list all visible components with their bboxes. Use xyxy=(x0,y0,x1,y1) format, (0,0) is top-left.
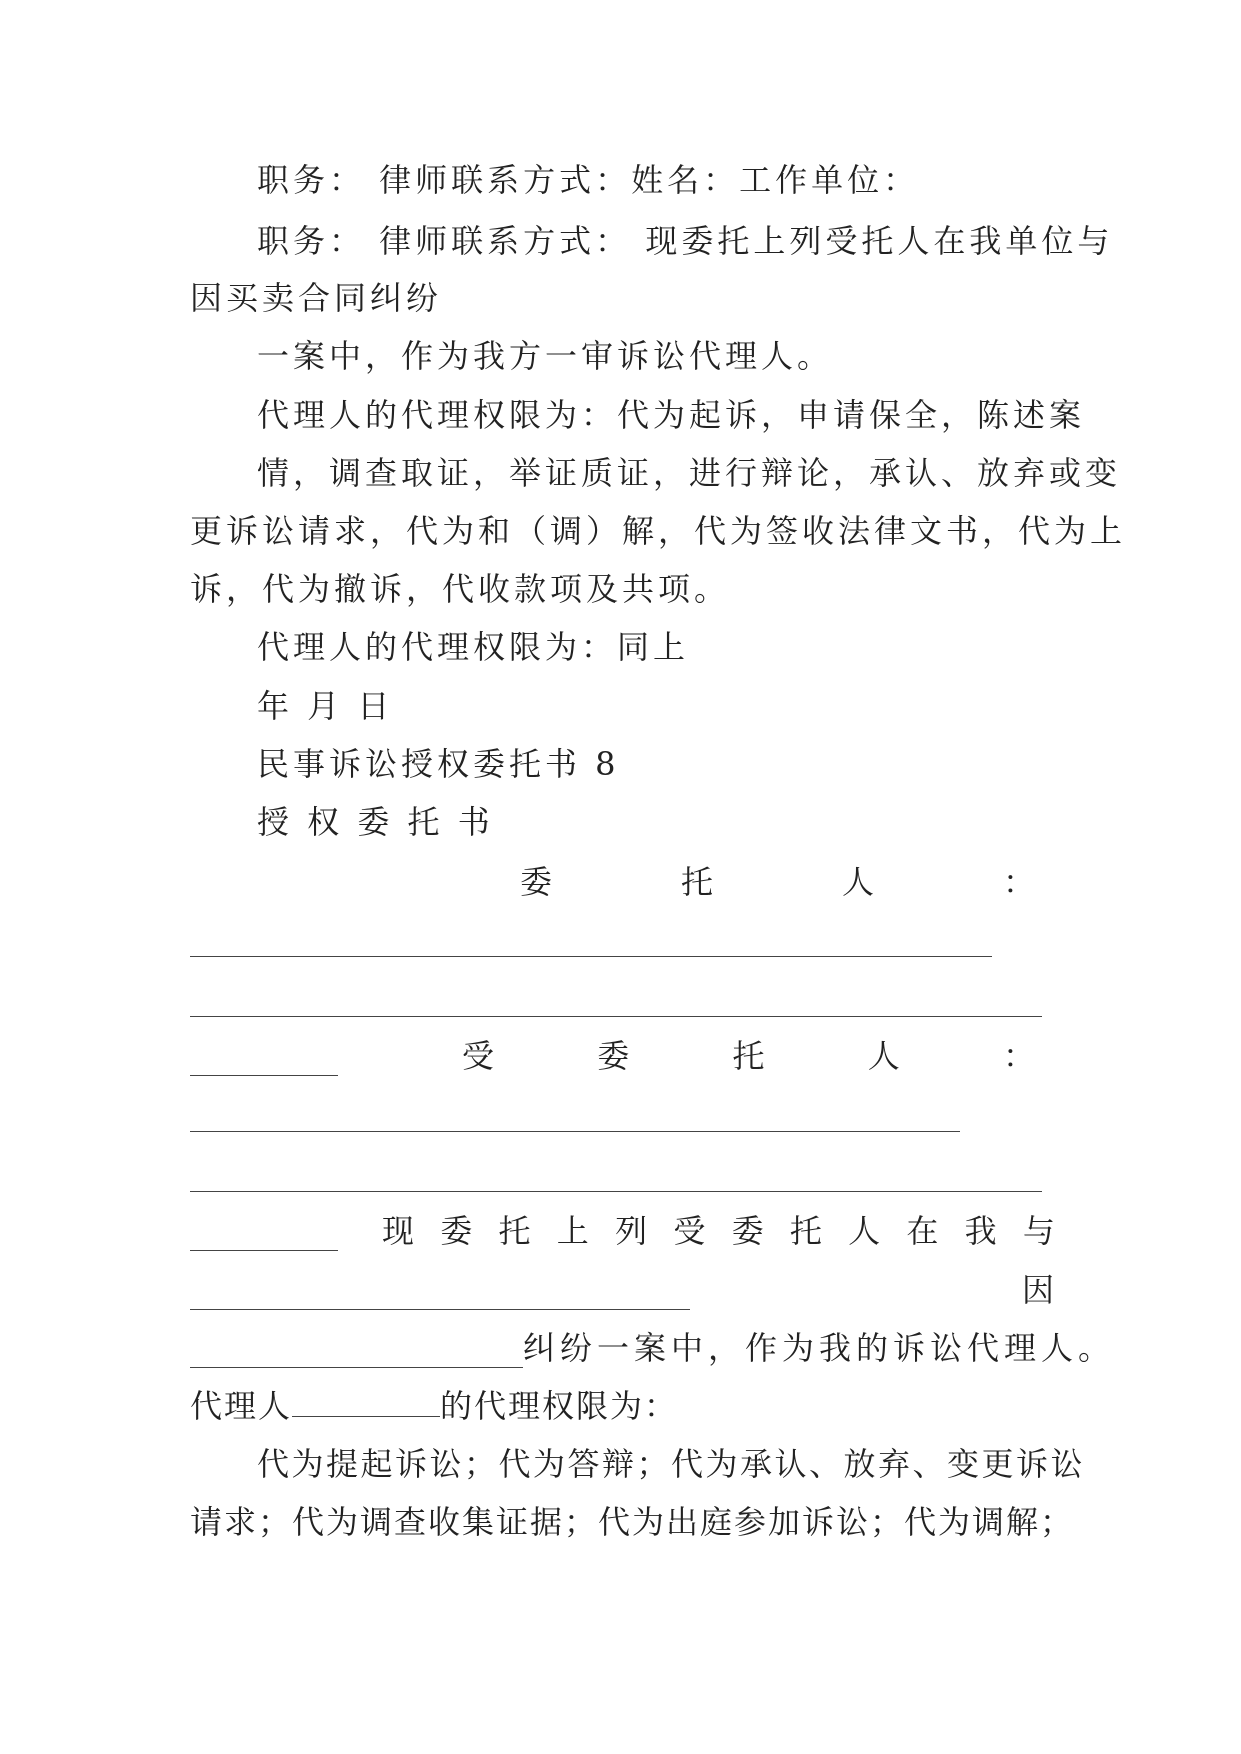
text-line-21: 请求；代为调查收集证据；代为出庭参加诉讼；代为调解； xyxy=(190,1503,1075,1541)
agent-label xyxy=(462,1036,1035,1076)
char: 在 xyxy=(906,1212,939,1250)
agent-name-blank xyxy=(292,1386,440,1417)
text-line-20: 代为提起诉讼；代为答辩；代为承认、放弃、变更诉讼 xyxy=(257,1445,1086,1483)
char: 委 xyxy=(597,1037,630,1075)
yin-char: 因 xyxy=(1022,1271,1055,1309)
date-line: 年 月 日 xyxy=(257,687,394,725)
char: 委 xyxy=(440,1212,473,1250)
text-line-8: 诉，代为撤诉，代收款项及共项。 xyxy=(190,570,731,608)
char: 现 xyxy=(382,1212,415,1250)
principal-label xyxy=(520,862,1035,902)
char: ： xyxy=(1002,1037,1035,1075)
entrust-line xyxy=(382,1211,1055,1251)
text-line-18: 纠纷一案中，作为我的诉讼代理人。 xyxy=(523,1329,1116,1367)
text-line-19 xyxy=(190,1386,678,1426)
text-line-5: 代理人的代理权限为：代为起诉，申请保全，陈述案 xyxy=(257,396,1086,434)
text-line-2: 职务： 律师联系方式： 现委托上列受托人在我单位与 xyxy=(257,222,1114,260)
text-line-4: 一案中，作为我方一审诉讼代理人。 xyxy=(257,337,834,375)
text-line-1: 职务： 律师联系方式：姓名：工作单位： xyxy=(257,161,920,199)
char: 人 xyxy=(867,1037,900,1075)
text-line-7: 更诉讼请求，代为和（调）解，代为签收法律文书，代为上 xyxy=(190,512,1127,550)
blank-line xyxy=(190,1075,338,1076)
char: 受 xyxy=(462,1037,495,1075)
blank-line xyxy=(190,1131,960,1132)
text-line-3: 因买卖合同纠纷 xyxy=(190,279,443,317)
text-line-9: 代理人的代理权限为：同上 xyxy=(257,628,690,666)
char: 上 xyxy=(556,1212,589,1250)
char: 人 xyxy=(848,1212,881,1250)
char: 人 xyxy=(841,863,874,901)
char: 列 xyxy=(615,1212,648,1250)
section-title: 民事诉讼授权委托书 8 xyxy=(257,745,620,783)
char: 与 xyxy=(1022,1212,1055,1250)
blank-line xyxy=(190,1367,523,1368)
char: 托 xyxy=(498,1212,531,1250)
blank-line xyxy=(190,1016,1042,1017)
char: ： xyxy=(1002,863,1035,901)
blank-line xyxy=(190,956,992,957)
doc-heading: 授 权 委 托 书 xyxy=(257,803,494,841)
blank-line xyxy=(190,1309,690,1310)
agent-prefix: 代理人 xyxy=(190,1387,293,1425)
char: 受 xyxy=(673,1212,706,1250)
char: 委 xyxy=(520,863,553,901)
blank-line xyxy=(190,1191,1042,1192)
blank-line xyxy=(190,1250,338,1251)
char: 托 xyxy=(789,1212,822,1250)
text-line-6: 情，调查取证，举证质证，进行辩论，承认、放弃或变 xyxy=(257,454,1122,492)
char: 委 xyxy=(731,1212,764,1250)
char: 托 xyxy=(680,863,713,901)
agent-suffix: 的代理权限为： xyxy=(440,1387,679,1425)
char: 我 xyxy=(964,1212,997,1250)
char: 托 xyxy=(732,1037,765,1075)
